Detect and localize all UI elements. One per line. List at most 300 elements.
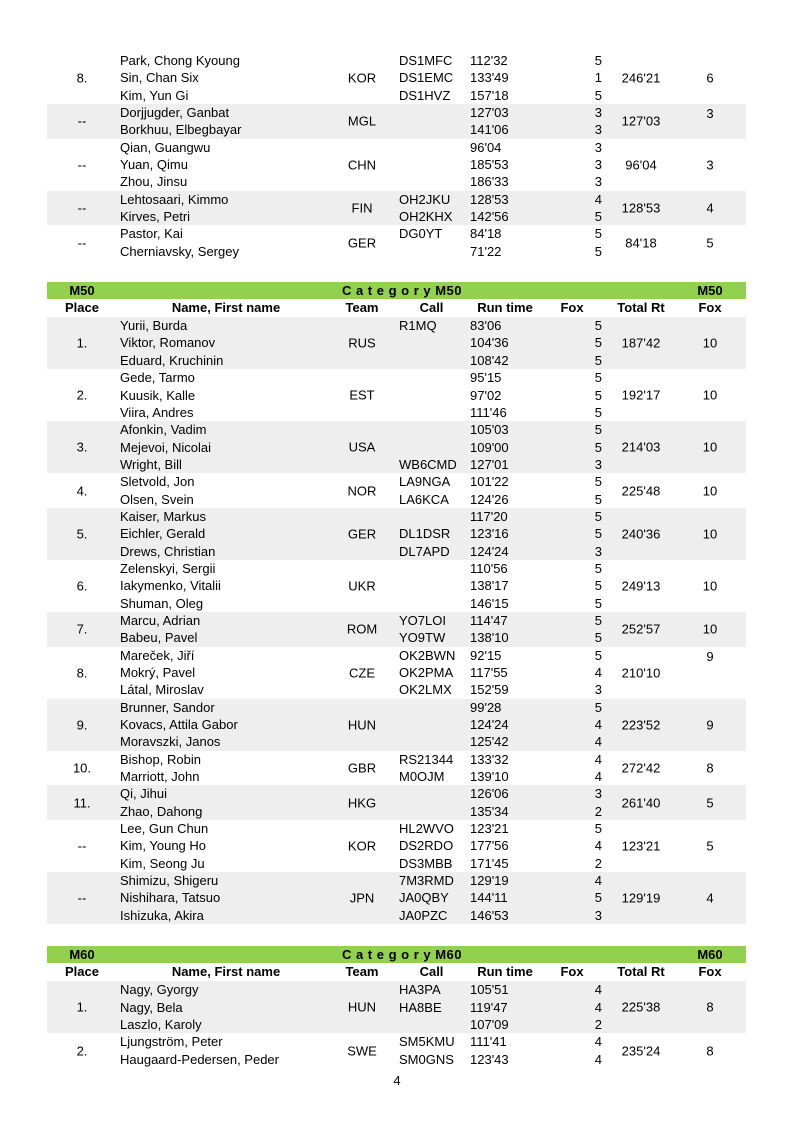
team-group xyxy=(47,820,746,872)
member-run-time: 124'24 xyxy=(470,717,509,733)
member-name: Ljungström, Peter xyxy=(120,1034,223,1050)
member-call: DL1DSR xyxy=(399,526,451,542)
team-total-fox: 9 xyxy=(706,648,714,664)
member-name: Viira, Andres xyxy=(120,404,194,420)
team-total-time: 225'48 xyxy=(621,483,661,499)
team-group xyxy=(47,139,746,191)
team-total-fox: 8 xyxy=(706,999,714,1015)
header-fox: Fox xyxy=(560,300,584,316)
member-run-time: 171'45 xyxy=(470,855,509,871)
member-name: Kirves, Petri xyxy=(120,209,191,225)
member-call: SM0GNS xyxy=(399,1051,454,1067)
team-total-time: 240'36 xyxy=(621,526,661,542)
team-code: MGL xyxy=(347,113,377,129)
member-fox: 3 xyxy=(594,456,602,472)
team-code: JPN xyxy=(349,890,375,906)
team-code: GER xyxy=(347,526,377,542)
team-total-time: 128'53 xyxy=(621,200,661,216)
team-code: HUN xyxy=(347,717,377,733)
category-code: M50 xyxy=(69,283,95,299)
member-call: SM5KMU xyxy=(399,1034,455,1050)
member-call: DS1MFC xyxy=(399,53,453,68)
member-name: Dorjjugder, Ganbat xyxy=(120,105,230,121)
member-run-time: 124'26 xyxy=(470,491,509,507)
member-run-time: 111'46 xyxy=(470,404,507,420)
team-total-fox: 10 xyxy=(702,621,718,637)
header-total-fox: Fox xyxy=(698,300,722,316)
member-fox: 4 xyxy=(594,665,602,680)
member-row xyxy=(47,595,746,612)
team-group xyxy=(47,699,746,751)
member-run-time: 109'00 xyxy=(470,439,509,455)
header-call: Call xyxy=(419,300,444,316)
team-total-time: 261'40 xyxy=(621,795,661,811)
member-call: OH2JKU xyxy=(399,191,451,207)
member-run-time: 125'42 xyxy=(470,734,509,750)
member-row xyxy=(47,421,746,438)
team-group xyxy=(47,647,746,699)
team-group xyxy=(47,421,746,473)
member-run-time: 112'32 xyxy=(470,53,508,68)
member-run-time: 157'18 xyxy=(470,87,509,103)
member-run-time: 127'03 xyxy=(470,105,509,121)
team-total-time: 223'52 xyxy=(621,717,661,733)
member-fox: 3 xyxy=(594,907,602,923)
team-total-time: 210'10 xyxy=(621,665,661,681)
member-row xyxy=(47,699,746,716)
member-row xyxy=(47,139,746,156)
team-place: 1. xyxy=(76,999,88,1015)
member-name: Kim, Young Ho xyxy=(120,838,207,854)
member-run-time: 101'22 xyxy=(470,474,509,490)
member-row xyxy=(47,855,746,872)
member-row xyxy=(47,981,746,998)
column-header-row xyxy=(47,299,746,317)
member-fox: 4 xyxy=(594,1051,602,1067)
team-total-fox: 9 xyxy=(706,717,714,733)
team-group xyxy=(47,369,746,421)
member-call: HA3PA xyxy=(399,982,441,998)
member-name: Qian, Guangwu xyxy=(120,139,211,155)
member-call: 7M3RMD xyxy=(399,873,454,889)
member-fox: 3 xyxy=(594,122,602,138)
member-row xyxy=(47,820,746,837)
team-place: 1. xyxy=(76,335,88,351)
team-place: 8. xyxy=(76,70,88,86)
member-fox: 4 xyxy=(594,1034,602,1050)
team-total-fox: 5 xyxy=(706,795,714,811)
member-name: Zhao, Dahong xyxy=(120,803,203,819)
member-run-time: 128'53 xyxy=(470,191,509,207)
member-name: Wright, Bill xyxy=(120,456,182,472)
member-run-time: 97'02 xyxy=(470,387,502,403)
team-total-fox: 6 xyxy=(706,70,714,86)
category-title: C a t e g o r y M50 xyxy=(341,283,463,299)
team-place: 11. xyxy=(73,795,91,811)
member-run-time: 117'55 xyxy=(470,665,508,680)
member-run-time: 107'09 xyxy=(470,1016,509,1032)
member-run-time: 114'47 xyxy=(470,612,508,628)
team-place: 7. xyxy=(76,621,88,637)
team-place: 10. xyxy=(72,760,92,776)
header-total-fox: Fox xyxy=(698,964,722,980)
member-fox: 1 xyxy=(594,70,602,86)
member-call: WB6CMD xyxy=(399,456,457,472)
team-code: CZE xyxy=(349,665,375,681)
member-call: DL7APD xyxy=(399,543,450,559)
team-place: 2. xyxy=(76,387,88,403)
member-fox: 5 xyxy=(594,647,602,663)
team-total-time: 96'04 xyxy=(625,157,657,173)
team-total-fox: 5 xyxy=(706,235,714,251)
team-total-time: 272'42 xyxy=(621,760,661,776)
member-fox: 5 xyxy=(594,491,602,507)
member-fox: 5 xyxy=(594,508,602,524)
member-run-time: 127'01 xyxy=(470,456,509,472)
member-row xyxy=(47,369,746,386)
team-total-time: 187'42 xyxy=(621,335,661,351)
member-name: Marriott, John xyxy=(120,769,200,785)
team-group xyxy=(47,751,746,786)
member-run-time: 96'04 xyxy=(470,139,502,155)
member-fox: 4 xyxy=(594,999,602,1015)
member-fox: 4 xyxy=(594,751,602,767)
member-fox: 3 xyxy=(594,139,602,155)
member-run-time: 123'43 xyxy=(470,1051,509,1067)
member-fox: 5 xyxy=(594,821,602,837)
member-name: Laszlo, Karoly xyxy=(120,1016,202,1032)
team-code: KOR xyxy=(347,70,377,86)
team-total-fox: 4 xyxy=(706,890,714,906)
header-total-rt: Total Rt xyxy=(617,964,665,980)
team-group xyxy=(47,317,746,369)
member-call: HL2WVO xyxy=(399,821,454,837)
member-fox: 3 xyxy=(594,682,602,698)
member-run-time: 177'56 xyxy=(470,838,509,854)
member-name: Yurii, Burda xyxy=(120,318,188,334)
team-group xyxy=(47,1033,746,1068)
member-name: Sletvold, Jon xyxy=(120,474,195,490)
member-run-time: 141'06 xyxy=(470,122,509,138)
header-fox: Fox xyxy=(560,964,584,980)
member-name: Ishizuka, Akira xyxy=(120,907,204,923)
team-code: NOR xyxy=(347,483,377,499)
member-name: Sin, Chan Six xyxy=(120,70,199,86)
team-group xyxy=(47,52,746,104)
member-run-time: 185'53 xyxy=(470,157,509,173)
member-run-time: 111'41 xyxy=(470,1034,507,1050)
header-place: Place xyxy=(65,964,99,980)
member-name: Marcu, Adrian xyxy=(120,612,201,628)
team-total-time: 225'38 xyxy=(621,999,661,1015)
header-name: Name, First name xyxy=(171,964,281,980)
member-call: DG0YT xyxy=(399,226,443,242)
member-call: JA0PZC xyxy=(399,907,448,923)
team-code: EST xyxy=(349,387,375,403)
member-fox: 5 xyxy=(594,53,602,68)
member-fox: 5 xyxy=(594,209,602,225)
member-name: Borkhuu, Elbegbayar xyxy=(120,122,242,138)
member-name: Cherniavsky, Sergey xyxy=(120,243,239,259)
header-call: Call xyxy=(419,964,444,980)
member-run-time: 144'11 xyxy=(470,890,508,906)
team-code: GER xyxy=(347,235,377,251)
member-name: Moravszki, Janos xyxy=(120,734,221,750)
member-fox: 5 xyxy=(594,526,602,542)
member-name: Kaiser, Markus xyxy=(120,508,206,524)
member-fox: 5 xyxy=(594,630,602,646)
member-name: Zhou, Jinsu xyxy=(120,174,188,190)
member-run-time: 119'47 xyxy=(470,999,508,1015)
member-run-time: 84'18 xyxy=(470,226,502,242)
header-total-rt: Total Rt xyxy=(617,300,665,316)
header-run-time: Run time xyxy=(477,964,533,980)
team-code: KOR xyxy=(347,838,377,854)
member-run-time: 129'19 xyxy=(470,873,509,889)
member-call: HA8BE xyxy=(399,999,442,1015)
member-fox: 3 xyxy=(594,543,602,559)
member-call: LA9NGA xyxy=(399,474,451,490)
member-fox: 5 xyxy=(594,370,602,386)
team-code: ROM xyxy=(346,621,378,637)
team-code: HUN xyxy=(347,999,377,1015)
member-run-time: 123'21 xyxy=(470,821,509,837)
member-run-time: 110'56 xyxy=(470,560,508,576)
member-name: Mokrý, Pavel xyxy=(120,665,196,680)
member-fox: 5 xyxy=(594,226,602,242)
team-total-fox: 10 xyxy=(702,387,718,403)
header-place: Place xyxy=(65,300,99,316)
team-group xyxy=(47,104,746,139)
category-code: M60 xyxy=(69,947,95,963)
member-call: RS21344 xyxy=(399,751,454,767)
member-name: Afonkin, Vadim xyxy=(120,422,207,438)
member-name: Mareček, Jiří xyxy=(120,647,195,663)
member-name: Lee, Gun Chun xyxy=(120,821,209,837)
team-place: 8. xyxy=(76,665,88,681)
team-total-fox: 8 xyxy=(706,1043,714,1059)
member-run-time: 146'53 xyxy=(470,907,509,923)
member-fox: 5 xyxy=(594,318,602,334)
team-total-time: 127'03 xyxy=(621,113,661,129)
category-title: C a t e g o r y M60 xyxy=(341,947,463,963)
member-row xyxy=(47,907,746,924)
team-code: HKG xyxy=(347,795,377,811)
member-run-time: 124'24 xyxy=(470,543,509,559)
member-fox: 3 xyxy=(594,157,602,173)
member-name: Yuan, Qimu xyxy=(120,157,188,173)
member-call: LA6KCA xyxy=(399,491,449,507)
team-total-time: 246'21 xyxy=(621,70,661,86)
team-place: 9. xyxy=(76,717,88,733)
team-total-fox: 3 xyxy=(706,157,714,173)
category-code: M50 xyxy=(697,283,723,299)
member-fox: 5 xyxy=(594,612,602,628)
member-name: Nishihara, Tatsuo xyxy=(120,890,221,906)
member-run-time: 126'06 xyxy=(470,786,509,802)
member-name: Kuusik, Kalle xyxy=(120,387,196,403)
team-total-time: 192'17 xyxy=(621,387,661,403)
team-group xyxy=(47,508,746,560)
member-fox: 3 xyxy=(594,105,602,121)
header-name: Name, First name xyxy=(171,300,281,316)
member-name: Eichler, Gerald xyxy=(120,526,206,542)
member-fox: 3 xyxy=(594,786,602,802)
member-call: R1MQ xyxy=(399,318,437,334)
member-row xyxy=(47,543,746,560)
team-group xyxy=(47,785,746,820)
team-group xyxy=(47,612,746,647)
team-total-time: 123'21 xyxy=(621,838,661,854)
team-code: GBR xyxy=(347,760,377,776)
member-row xyxy=(47,733,746,750)
member-call: OH2KHX xyxy=(399,209,453,225)
team-total-time: 84'18 xyxy=(625,235,657,251)
team-group xyxy=(47,872,746,924)
member-name: Shuman, Oleg xyxy=(120,595,204,611)
member-name: Olsen, Svein xyxy=(120,491,194,507)
member-fox: 5 xyxy=(594,387,602,403)
member-row xyxy=(47,647,746,664)
member-call: OK2BWN xyxy=(399,647,456,663)
member-row xyxy=(47,456,746,473)
header-team: Team xyxy=(345,300,379,316)
member-name: Eduard, Kruchinin xyxy=(120,352,224,368)
member-fox: 4 xyxy=(594,982,602,998)
member-call: DS2RDO xyxy=(399,838,454,854)
member-run-time: 186'33 xyxy=(470,174,509,190)
member-run-time: 105'51 xyxy=(470,982,509,998)
member-name: Nagy, Gyorgy xyxy=(120,982,199,998)
team-total-time: 129'19 xyxy=(621,890,661,906)
member-row xyxy=(47,317,746,334)
member-run-time: 146'15 xyxy=(470,595,509,611)
team-place: 4. xyxy=(76,483,88,499)
team-code: UKR xyxy=(348,578,376,594)
team-place: -- xyxy=(77,890,87,906)
member-name: Bishop, Robin xyxy=(120,751,201,767)
member-row xyxy=(47,404,746,421)
member-run-time: 104'36 xyxy=(470,335,509,351)
member-fox: 4 xyxy=(594,769,602,785)
category-bar xyxy=(47,946,746,963)
team-group xyxy=(47,560,746,612)
member-fox: 5 xyxy=(594,595,602,611)
member-run-time: 71'22 xyxy=(470,243,502,259)
member-row xyxy=(47,52,746,69)
team-place: 5. xyxy=(76,526,88,542)
team-total-time: 252'57 xyxy=(621,621,661,637)
member-row xyxy=(47,1016,746,1033)
team-total-fox: 5 xyxy=(706,838,714,854)
team-total-fox: 10 xyxy=(702,578,718,594)
member-name: Brunner, Sandor xyxy=(120,699,215,715)
team-code: SWE xyxy=(347,1043,377,1059)
results-table xyxy=(47,52,746,1068)
member-fox: 5 xyxy=(594,474,602,490)
member-row xyxy=(47,560,746,577)
member-name: Iakymenko, Vitalii xyxy=(120,578,221,594)
team-total-time: 214'03 xyxy=(621,439,661,455)
member-fox: 2 xyxy=(594,803,602,819)
member-name: Haugaard-Pedersen, Peder xyxy=(120,1051,279,1067)
team-total-fox: 4 xyxy=(706,200,714,216)
member-call: DS3MBB xyxy=(399,855,453,871)
member-run-time: 92'15 xyxy=(470,647,502,663)
team-place: -- xyxy=(77,235,87,251)
member-name: Látal, Miroslav xyxy=(120,682,204,698)
member-row xyxy=(47,352,746,369)
member-fox: 5 xyxy=(594,335,602,351)
team-total-fox: 10 xyxy=(702,483,718,499)
member-row xyxy=(47,173,746,190)
member-fox: 2 xyxy=(594,1016,602,1032)
member-call: YO7LOI xyxy=(399,612,446,628)
team-place: -- xyxy=(77,157,87,173)
member-run-time: 95'15 xyxy=(470,370,502,386)
member-fox: 5 xyxy=(594,422,602,438)
team-group xyxy=(47,473,746,508)
team-place: -- xyxy=(77,113,87,129)
member-call: M0OJM xyxy=(399,769,445,785)
member-run-time: 133'49 xyxy=(470,70,509,86)
member-row xyxy=(47,87,746,104)
member-name: Gede, Tarmo xyxy=(120,370,195,386)
member-call: OK2LMX xyxy=(399,682,452,698)
member-name: Mejevoi, Nicolai xyxy=(120,439,212,455)
member-run-time: 152'59 xyxy=(470,682,509,698)
member-row xyxy=(47,681,746,698)
member-call: DS1HVZ xyxy=(399,87,451,103)
member-fox: 5 xyxy=(594,404,602,420)
team-total-fox: 10 xyxy=(702,526,718,542)
team-place: -- xyxy=(77,200,87,216)
team-code: RUS xyxy=(348,335,376,351)
member-fox: 4 xyxy=(594,838,602,854)
member-name: Shimizu, Shigeru xyxy=(120,873,219,889)
member-run-time: 123'16 xyxy=(470,526,509,542)
team-total-fox: 10 xyxy=(702,335,718,351)
team-total-fox: 3 xyxy=(706,106,714,122)
member-call: JA0QBY xyxy=(399,890,449,906)
member-fox: 5 xyxy=(594,439,602,455)
member-call: DS1EMC xyxy=(399,70,454,86)
member-fox: 4 xyxy=(594,191,602,207)
member-run-time: 105'03 xyxy=(470,422,509,438)
member-run-time: 108'42 xyxy=(470,352,509,368)
member-run-time: 138'17 xyxy=(470,578,509,594)
team-place: 6. xyxy=(76,578,88,594)
member-fox: 5 xyxy=(594,87,602,103)
team-group xyxy=(47,225,746,260)
member-name: Qi, Jihui xyxy=(120,786,167,802)
member-run-time: 99'28 xyxy=(470,699,502,715)
team-code: CHN xyxy=(347,157,377,173)
team-code: USA xyxy=(348,439,376,455)
team-total-fox: 10 xyxy=(702,439,718,455)
member-run-time: 139'10 xyxy=(470,769,509,785)
member-run-time: 142'56 xyxy=(470,209,509,225)
member-row xyxy=(47,508,746,525)
member-name: Zelenskyi, Sergii xyxy=(120,560,216,576)
page-number: 4 xyxy=(393,1073,401,1088)
member-run-time: 138'10 xyxy=(470,630,509,646)
member-name: Nagy, Bela xyxy=(120,999,183,1015)
member-name: Kovacs, Attila Gabor xyxy=(120,717,238,733)
member-fox: 5 xyxy=(594,890,602,906)
team-total-fox: 8 xyxy=(706,760,714,776)
team-total-time: 235'24 xyxy=(621,1043,661,1059)
